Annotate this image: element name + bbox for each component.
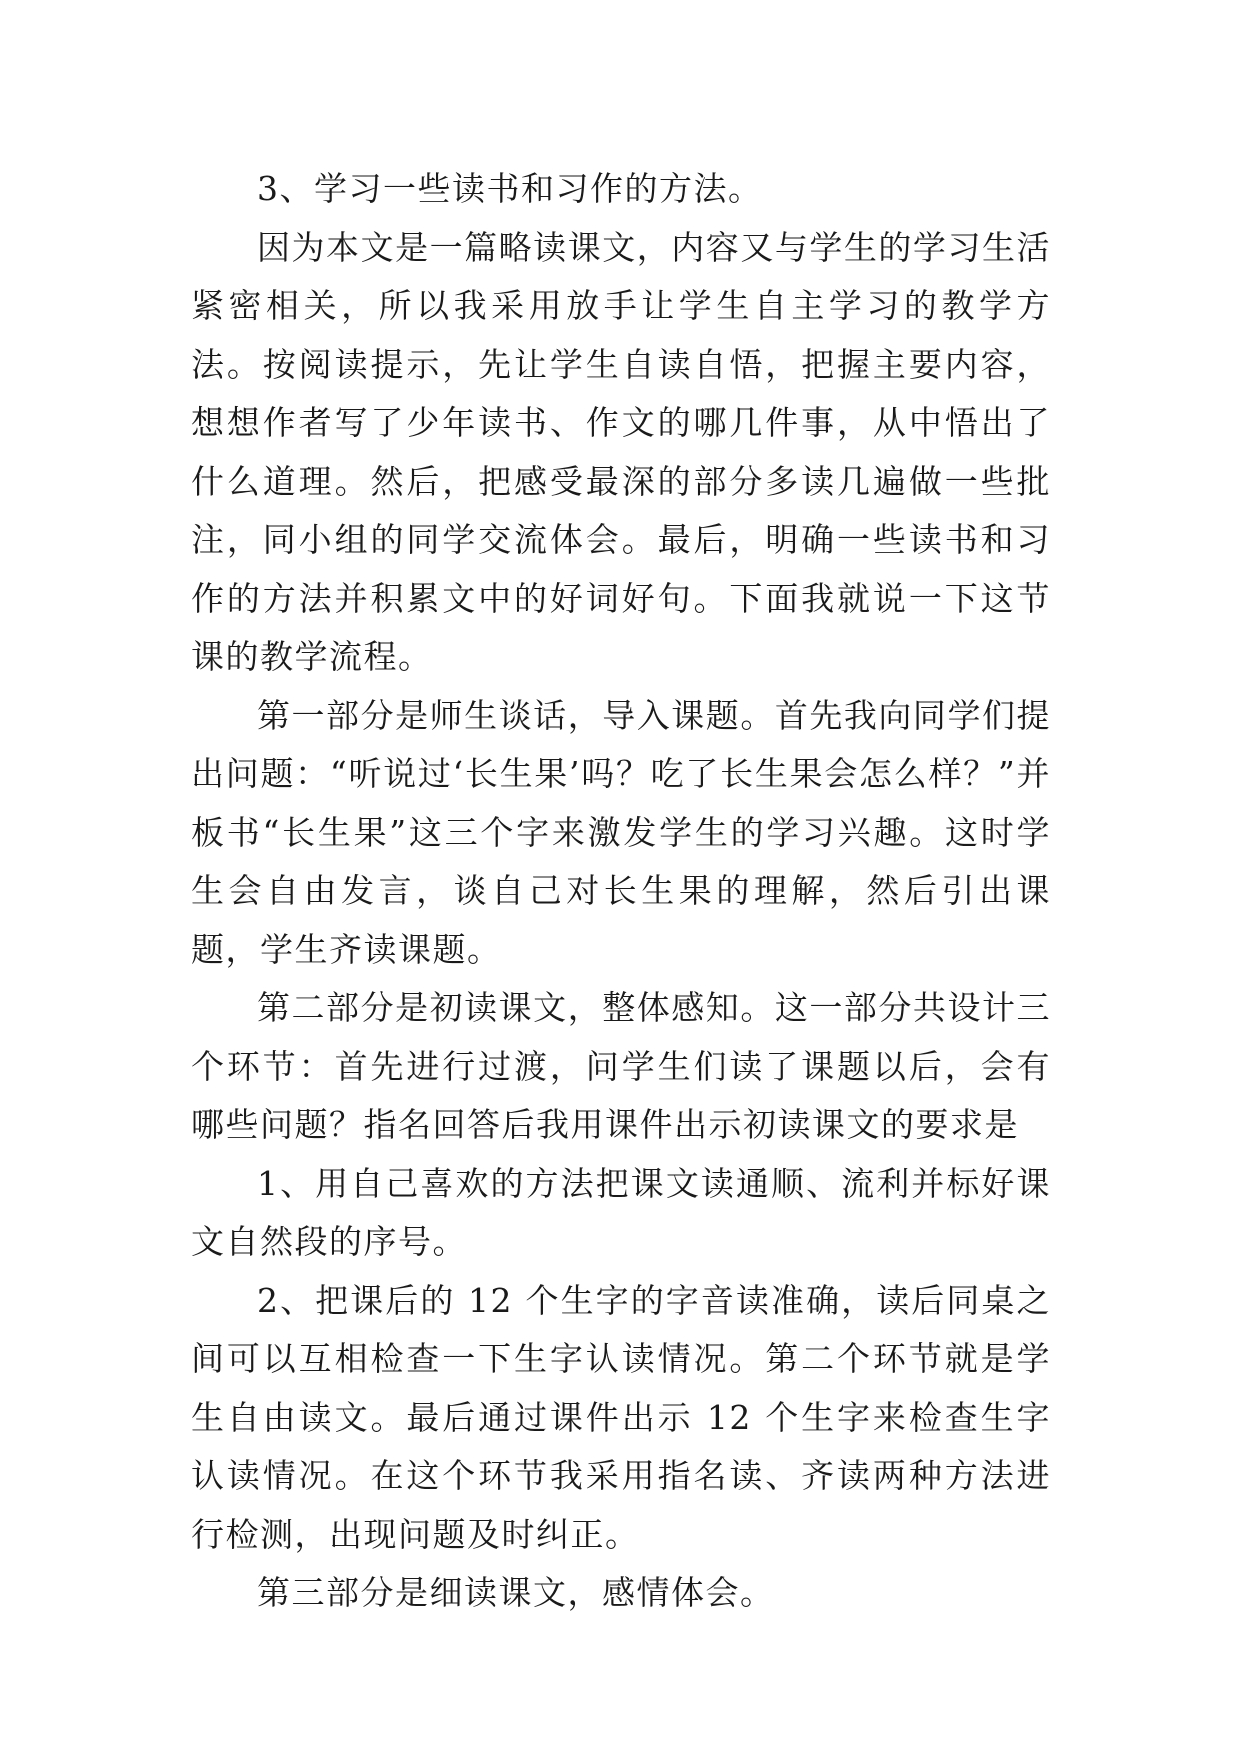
paragraph-requirement-2: 2、把课后的 12 个生字的字音读准确，读后同桌之间可以互相检查一下生字认读情况。第二个环节就是学生自由读文。最后通过课件出示 12 个生字来检查生字认读情况。在这个环节我采用指名读、齐读两种方法进行检测，出现问题及时纠正。 xyxy=(191,1280,1051,1554)
paragraph-teaching-method: 因为本文是一篇略读课文，内容又与学生的学习生活紧密相关，所以我采用放手让学生自主学习的教学方法。按阅读提示，先让学生自读自悟，把握主要内容，想想作者写了少年读书、作文的哪几件事，从中悟出了什么道理。然后，把感受最深的部分多读几遍做一些批注，同小组的同学交流体会。最后，明确一些读书和习作的方法并积累文中的好词好句。下面我就说一下这节课的教学流程。 xyxy=(191,227,1051,676)
document-body xyxy=(191,160,1051,1623)
paragraph-part-two: 第二部分是初读课文，整体感知。这一部分共设计三个环节：首先进行过渡，问学生们读了课题以后，会有哪些问题？指名回答后我用课件出示初读课文的要求是 xyxy=(191,988,1051,1144)
paragraph-part-three: 第三部分是细读课文，感情体会。 xyxy=(257,1573,775,1612)
paragraph-goal-3: 3、学习一些读书和习作的方法。 xyxy=(257,169,763,208)
paragraph-part-one: 第一部分是师生谈话，导入课题。首先我向同学们提出问题：“听说过‘长生果’吗？吃了长生果会怎么样？”并板书“长生果”这三个字来激发学生的学习兴趣。这时学生会自由发言，谈自己对长生果的理解，然后引出课题，学生齐读课题。 xyxy=(191,695,1051,969)
paragraph-requirement-1: 1、用自己喜欢的方法把课文读通顺、流利并标好课文自然段的序号。 xyxy=(191,1163,1051,1261)
